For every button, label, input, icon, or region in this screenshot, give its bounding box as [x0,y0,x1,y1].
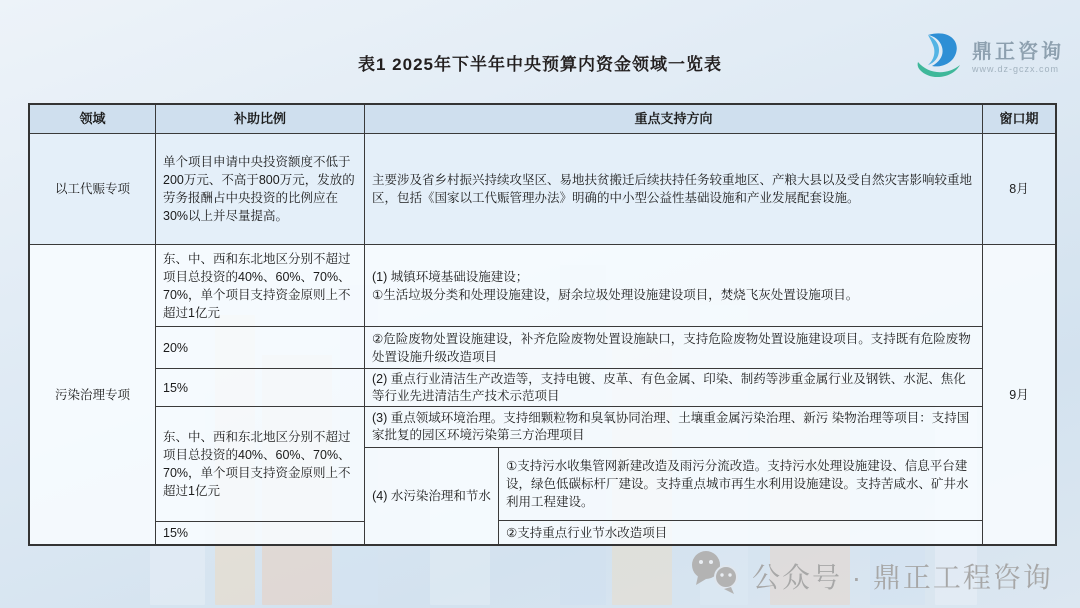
row1-support-cell: 主要涉及省乡村振兴持续攻坚区、易地扶贫搬迁后续扶持任务较重地区、产粮大县以及受自然灾害影响较重地区，包括《国家以工代赈管理办法》明确的中小型公益性基础设施和产业发展配套设施。 [365,134,983,245]
row1-window-cell: 8月 [983,134,1055,245]
dingzheng-logo-icon [914,30,966,85]
support-5-label-cell: (4) 水污染治理和节水 [365,448,499,544]
logo-site-url: www.dz-gczx.com [972,63,1060,74]
row2-subsidy-cell-c: 15% [156,369,365,407]
row2-support-cell-3: (2) 重点行业清洁生产改造等，支持电镀、皮革、有色金属、印染、制药等涉重金属行业及钢铁、水泥、焦化等行业先进清洁生产技术示范项目 [365,369,983,407]
row2-subsidy-cell-a: 东、中、西和东北地区分别不超过项目总投资的40%、60%、70%、70%，单个项目支持资金原则上不超过1亿元 [156,245,365,327]
row2-window-cell: 9月 [983,245,1055,544]
table-row-labor-relief [30,134,1055,245]
support-5-subcell-2: ②支持重点行业节水改造项目 [499,521,983,544]
row2-subsidy-column [156,245,365,544]
funds-overview-table [28,103,1057,546]
header-cell-window: 窗口期 [983,105,1055,134]
header-cell-support: 重点支持方向 [365,105,983,134]
row2-support-cell-2: ②危险废物处置设施建设，补齐危险废物处置设施缺口，支持危险废物处置设施建设项目。支持既有危险废物处置设施升级改造项目 [365,327,983,369]
row1-subsidy-cell: 单个项目申请中央投资额度不低于200万元、不高于800万元，发放的劳务报酬占中央投资的比例应在30%以上并尽量提高。 [156,134,365,245]
row2-support-cell-4: (3) 重点领域环境治理。支持细颗粒物和臭氧协同治理、土壤重金属污染治理、新污 染物治理等项目：支持国家批复的园区环境污染第三方治理项目 [365,407,983,448]
table-row-pollution-control [30,245,1055,544]
page-title: 表1 2025年下半年中央预算内资金领域一览表 [358,55,722,74]
watermark [688,548,1053,603]
support-1-line-1: (1) 城镇环境基础设施建设； [372,269,529,284]
row1-field-cell: 以工代赈专项 [30,134,156,245]
row2-subsidy-cell-b: 20% [156,327,365,369]
row2-subsidy-cell-d: 东、中、西和东北地区分别不超过项目总投资的40%、60%、70%、70%，单个项目支持资金原则上不超过1亿元 [156,407,365,522]
row2-subsidy-cell-e: 15% [156,522,365,544]
row2-field-cell: 污染治理专项 [30,245,156,544]
table-header-row [30,105,1055,134]
support-5-subcell-1: ①支持污水收集管网新建改造及雨污分流改造。支持污水处理设施建设、信息平台建设，绿色低碳标杆厂建设。支持重点城市再生水利用设施建设。支持苦咸水、矿井水利用工程建设。 [499,448,983,521]
header-cell-subsidy: 补助比例 [156,105,365,134]
logo-name: 鼎正咨询 [972,40,1064,63]
company-logo [914,30,1064,85]
wechat-icon [688,548,742,603]
watermark-text: 公众号 · 鼎正工程咨询 [752,561,1053,593]
support-1-line-2: ①生活垃圾分类和处理设施建设，厨余垃圾处理设施建设项目，焚烧飞灰处置设施项目。 [372,287,859,302]
row2-support-cell-5 [365,448,983,544]
header-cell-field: 领域 [30,105,156,134]
row2-support-column [365,245,983,544]
row2-support-cell-1 [365,245,983,327]
